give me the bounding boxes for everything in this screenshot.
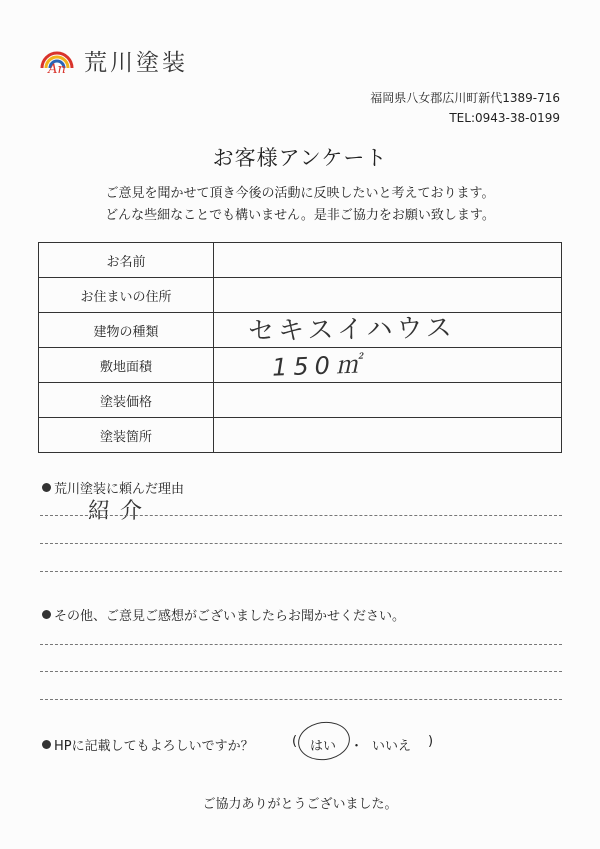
form-row-building-type xyxy=(39,313,562,348)
answer-line[interactable] xyxy=(40,515,562,516)
form-row-name xyxy=(39,243,562,278)
price-field[interactable] xyxy=(214,383,562,418)
company-address xyxy=(370,88,560,128)
open-paren: ( xyxy=(292,734,298,749)
survey-form-table xyxy=(38,242,562,453)
form-label: 敷地面積 xyxy=(39,348,214,383)
form-row-location xyxy=(39,418,562,453)
thanks-message: ご協力ありがとうございました。 xyxy=(202,797,398,812)
logo-mark-icon xyxy=(38,46,76,76)
address-field[interactable] xyxy=(214,278,562,313)
logo-letters: An xyxy=(48,61,66,76)
answer-line[interactable] xyxy=(40,644,562,645)
handwritten-building-type: セキスイハウス xyxy=(247,313,456,347)
answer-line[interactable] xyxy=(40,671,562,672)
handwritten-reason: 紹介 xyxy=(88,499,153,524)
question-hp-label: HPに記載してもよろしいですか？ xyxy=(54,739,254,754)
tel-line: TEL:0943-38-0199 xyxy=(449,111,560,125)
form-label: お住まいの住所 xyxy=(39,278,214,313)
form-row-price xyxy=(39,383,562,418)
location-field[interactable] xyxy=(214,418,562,453)
question-comments-label: その他、ご意見ご感想がございましたらお聞かせください。 xyxy=(54,609,406,624)
form-label: 建物の種類 xyxy=(39,313,214,348)
form-row-address xyxy=(39,278,562,313)
company-name: 荒川塗装 xyxy=(84,50,188,76)
question-reason-label: 荒川塗装に頼んだ理由 xyxy=(54,482,185,497)
bullet-icon xyxy=(42,483,51,492)
land-area-field[interactable] xyxy=(214,348,562,383)
intro-text xyxy=(0,183,600,227)
answer-line[interactable] xyxy=(40,543,562,544)
company-logo xyxy=(38,44,188,77)
form-label: 塗装箇所 xyxy=(39,418,214,453)
name-field[interactable] xyxy=(214,243,562,278)
selected-circle-mark xyxy=(296,719,353,764)
question-comments xyxy=(42,605,405,624)
choice-no[interactable]: いいえ xyxy=(372,739,412,754)
intro-line-1: ご意見を聞かせて頂き今後の活動に反映したいと考えております。 xyxy=(105,186,495,201)
bullet-icon xyxy=(42,740,51,749)
close-paren: ) xyxy=(428,734,434,749)
answer-line[interactable] xyxy=(40,699,562,700)
question-hp-consent xyxy=(42,735,254,754)
answer-line[interactable] xyxy=(40,571,562,572)
bullet-icon xyxy=(42,610,51,619)
choice-separator: ・ xyxy=(350,739,364,754)
form-label: お名前 xyxy=(39,243,214,278)
intro-line-2: どんな些細なことでも構いません。是非ご協力をお願い致します。 xyxy=(105,208,495,223)
form-label: 塗装価格 xyxy=(39,383,214,418)
form-row-land-area xyxy=(39,348,562,383)
building-type-field[interactable] xyxy=(214,313,562,348)
page-title: お客様アンケート xyxy=(212,146,388,170)
handwritten-land-area: 150㎡ xyxy=(271,350,367,382)
address-line: 福岡県八女郡広川町新代1389-716 xyxy=(370,91,560,105)
choice-yes[interactable]: はい xyxy=(310,739,337,754)
